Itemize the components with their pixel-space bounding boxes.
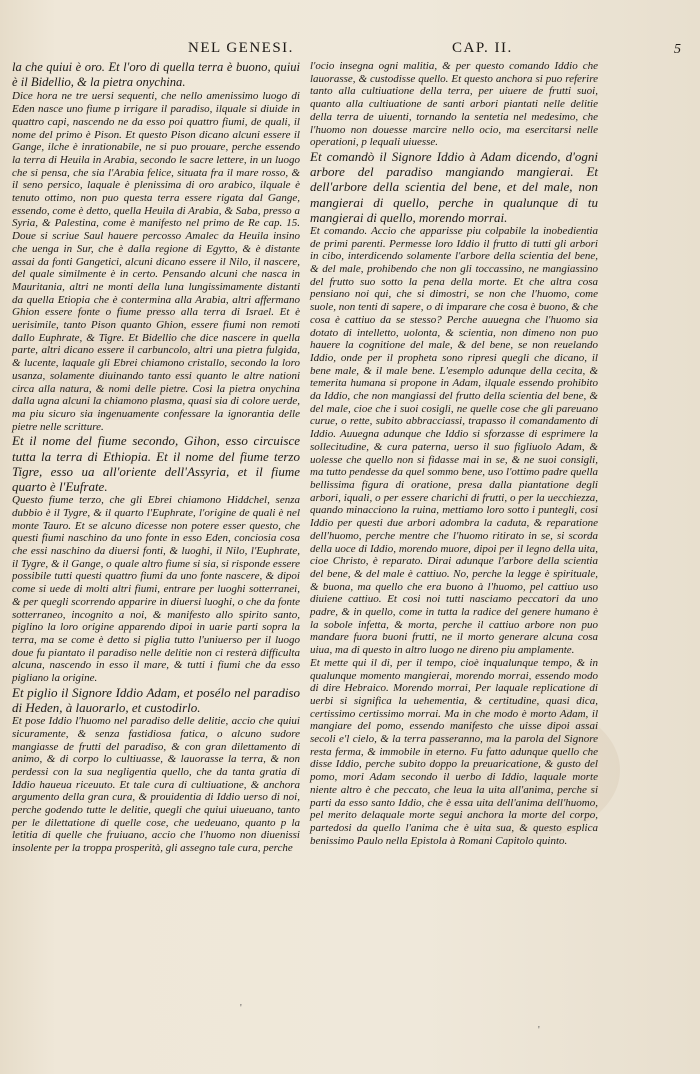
running-head-right: CAP. II.	[452, 40, 513, 56]
running-head-left: NEL GENESI.	[188, 40, 294, 56]
signature-mark: '	[240, 1003, 242, 1014]
scripture-verse: la che quiui è oro. Et l'oro di quella terra è buono, quiui è il Bidellio, & la pietra onychina.	[12, 60, 300, 90]
commentary-paragraph: Et comando. Accio che apparisse piu colpabile la inobedientia de primi parenti. Permesse loro Iddio il frutto di tutti gli arbori in cibo, interdicendo solamente l'arbore della scientia del bene, & del male, prohibendo che non gli toccassino, ne mangiassino del frutto suo sotto la pena della morte. Et che altra cosa pensiano noi qui, che si dimostri, se non che l'huomo, come suole, non tenti di sapere, o di imparare che cosa è buono, & che cosa è cattiuo da se stesso? Perche auuegna che l'huomo sia dotato di intelletto, uolonta, & scientia, non dimeno non puo hauere la cognitione del male, & del bene, se non reuelando Iddio, onde per il propheta sono ripresi quegli che dicano, il bene male, & il male bene. L'esemplo adunque della cecita, & temerita humana si propone in Adam, ilquale essendo prohibito da Iddio, che non mangiassi del frutto della scientia del bene, & del male, cioe che i suoi cosigli, ne quelle cose che gli pareuano curue, o rette, subito abbracciassi, trapasso il comandamento di Iddio. Auuegna adunque che Iddio si sforzasse di esprimere la sollecitudine, & cura paterna, uerso il suo figliuolo Adam, & uolesse che quello non si fidasse mai in se, & ne suoi consigli, ma tutto pendesse da quel sommo bene, uso l'ottimo padre quella bellissima figura di oratione, presa dalla piantatione degli arbori, iquali, o per essere charichi di frutti, o per la uecchiezza, quando minacciono la ruina, mettiamo loro sotto i puntegli, cosi Iddio per questi due arbori adombra la caduta, & reparatione dell'huomo, perche mentre che l'huomo ritirato in se, si scorda della uoce di Iddio, morendo muore, dipoi per il legno della uita, cioe Christo, è reparato. Dirai adunque l'arbore della scientia del bene, & del male è cattiuo. No, perche la legge è spirituale, & buona, ma quello che era buono à l'huomo, pel cattiuo uso diuiene cattiuo. Et cosi noi tutti nasciamo peccatori da uno padre, & in quello, come in tutta la radice del genere humano è la sobole infetta, & morta, perche il cattiuo arbore non puo mandare fuora buoni frutti, ne il morto generare alcuna cosa uiua, ma di questo in altro luogo ne direno piu amplamente.	[310, 224, 598, 657]
signature-mark: '	[538, 1025, 540, 1036]
commentary-paragraph: Dice hora ne tre uersi sequenti, che nello amenissimo luogo di Eden nasce uno fiume p irrigare il paradiso, ilquale si diuide in quattro capi, nascendo ne da esso poi quattro fiumi, de quali, il nome del primo è Pison. Et questo Pison dicano alcuni essere il Gange, ilche è inrationabile, ne si puo prouare, perche essendo la terra di Heuila in Arabia, secondo le sacre lettere, in un luogo che si pensa, che sia l'Arabia felice, situata fra il mare rosso, & il seno persico, laquale è plenissima di oro arabico, ilquale è tenuto ottimo, non puo questa terra essere rigata dal Gange, essendo, come è detto, quella Heuila di Arabia, & Saba, presso a Syria, & Palestina, come è manifesto nel primo de Re cap. 15. Doue si scriue Saul hauere percosso Amalec da Heuila insino che uenga in Sur, che è dalla regione di Egytto, & è distante assai da fonti Gangetici, alcuni dicano essere il Nilo, il nascere, del quale similmente è in certo. Pensando alcuni che nasca in Mauritania, altri ne monti della luna lungissimamente distanti da quella Etiopia che è contermina alla Arabia, altri affermano Ghion essere fonte o fiume presso alla terra di Israel. Et è uerisimile, tanto Pison quanto Ghion, essere fiumi non remoti dallo Euphrate, & Tigre. Et Bidellio che dice nascere in quella parte, altri dicano essere il carbuncolo, altri una pietra fulgida, & lucente, laquale gli Ebrei chiamono cristallo, secondo la loro usanza, solamente diuinando tanto essi quanto le altre nationi circa alla natura, & nomi delle pietre. Cosi la pietra onychina dalla ugna alcuni la chiamono plasma, quasi sia di colore uerde, ma piu sicuro sia ingenuamente confessare la ignorantia delle pietre nelle scritture.	[12, 90, 300, 433]
column-gutter	[303, 60, 304, 980]
commentary-paragraph: Et pose Iddio l'huomo nel paradiso delle delitie, accio che quiui sicuramente, & senza fastidiosa fatica, o alcuno sudore mangiasse de frutti del paradiso, & con gran dilettamento di animo, & di corpo lo cultiuasse, & lauorasse la terra, & non perdessi con la sua negligentia quello, che da tanta gratia di Iddio haueua riceuuto. Et tale cura di cultiuatione, & anchora argumento della gran cura, & prouidentia di Iddio uerso di noi, perche godendo tutte le delitie, quegli che quiui uiueuano, tanto per le dilettatione di quelle cose, che uedeuano, quanto p la letitia di quelle che fruiuano, accio che l'huomo non diuenissi insolente per la troppa prosperità, gli assegno tale cura, perche	[12, 715, 300, 855]
left-text-column	[12, 60, 300, 855]
commentary-paragraph: Questo fiume terzo, che gli Ebrei chiamono Hiddchel, senza dubbio è il Tygre, & il quarto l'Euphrate, l'origine de quali è nel monte Tauro. Et se alcuno dicesse non potere esser questo, che questi fiumi naschino da uno fonte in esso Eden, conciosia cosa che essi naschino da diuersi fonti, & luoghi, il Nilo, l'Euphrate, il Tygre, & il Gange, o quale altro fiume si sia, si risponde essere possibile tutti questi quattro fiumi da uno fonte nascere, & dipoi come si uede di molti altri fiumi, entrare per luoghi sotterranei, & per quegli scorrendo apparire in diuersi luoghi, o che da fonte sotterraneo, incognito a noi, & manifesto allo spirito santo, piglino la loro origine apparendo dipoi in uarie parti sopra la terra, ma se come è detto si piglia tutto l'uniuerso per il luogo doue fu piantato il paradiso nelle delitie non ci resterà difficulta alcuna, nascendo in esso il mare, & tutti i fiumi che da esso pigliano la origine.	[12, 494, 300, 685]
commentary-paragraph: l'ocio insegna ogni malitia, & per questo comando Iddio che lauorasse, & custodisse quello. Et questo anchora si puo referire tanto alla cultiuatione della terra, per uiuere de frutti suoi, quanto alla cultiuatione de santi arbori piantati nelle delitie della terra de uiuenti, tornando la sentetia nel medesimo, che l'huomo non douesse marcire nello ocio, ma esercitarsi nelle operationi, p lequali uiuesse.	[310, 60, 598, 149]
scripture-verse: Et comandò il Signore Iddio à Adam dicendo, d'ogni arbore del paradiso mangiando mangierai. Et dell'arbore della scientia del bene, et del male, non mangierai di quello, perche in qualunque di tu mangierai di quello, morendo morrai.	[310, 148, 598, 225]
page-number: 5	[674, 42, 681, 57]
scripture-verse: Et piglio il Signore Iddio Adam, et posélo nel paradiso di Heden, à lauorarlo, et custodirlo.	[12, 684, 300, 715]
scripture-verse: Et il nome del fiume secondo, Gihon, esso circuisce tutta la terra di Ethiopia. Et il nome del fiume terzo Tigre, esso ua all'oriente dell'Assyria, et il fiume quarto è l'Eufrate.	[12, 433, 300, 494]
commentary-paragraph: Et mette qui il di, per il tempo, cioè inqualunque tempo, & in qualunque momento mangierai, morendo morrai, essendo modo di dire Hebraico. Morendo morrai, Per laquale replicatione di uerbi si significa la uehementia, & certitudine, quasi dica, certissimo certissimo morrai. Ma in che modo è morto Adam, il mangiare del pomo, essendo manifesto che uisse dipoi assai secoli e'l cielo, & la terra passeranno, ma la parola del Signore resta ferma, & immobile in eterno. Fu fatto adunque quello che disse Iddio, perche subito doppo la preuaricatione, & gusto del pomo, mori Adam secondo il uerbo di Iddio, laquale morte niente altro è che peccato, che leua la uita all'anima, perche si parti da esso santo Iddio, che è essa uita dell'anima dell'huomo, pel merito delaquale morte segui anchora la morte del corpo, partedosi da quello l'anima che è uita sua, & questo esplica benissimo Paulo nella Epistola à Romani Capitolo quinto.	[310, 656, 598, 847]
right-text-column	[310, 60, 598, 847]
